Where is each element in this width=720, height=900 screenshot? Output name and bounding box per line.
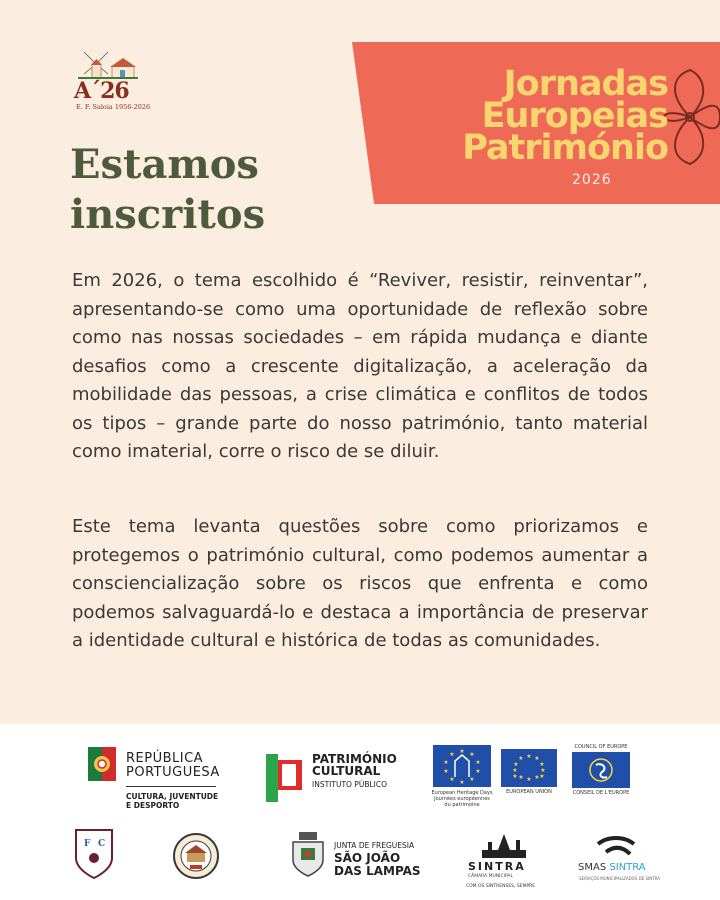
coe-ring-icon: [572, 752, 630, 788]
paragraph-2: Este tema levanta questões sobre como priorizamos e protegemos o património cultural, como podemos aumentar a consciencialização sobre os riscos que enfrenta e como podemos salvaguardá-lo e destaca a importância de preservar a identidade cultural e histórica de todas as comunidades.: [72, 516, 648, 651]
heading-line-1: Estamos: [70, 141, 259, 188]
republica-portuguesa-logo: [126, 752, 220, 780]
heritage-days-caption: [428, 790, 496, 808]
council-of-europe-flag: [572, 752, 630, 788]
ornament-icon: [660, 62, 720, 172]
sintra-palace-icon: [480, 828, 528, 860]
smas-sintra: SINTRA: [609, 862, 646, 873]
sintra-subtitle: CÂMARA MUNICIPAL: [468, 874, 513, 879]
svg-text:★: ★: [469, 776, 475, 783]
junta-line-2: DAS LAMPAS: [334, 864, 421, 878]
republica-ministry: [126, 792, 218, 810]
svg-text:★: ★: [513, 761, 519, 768]
svg-text:★: ★: [475, 768, 481, 775]
svg-text:★: ★: [449, 776, 455, 783]
association-seal-icon: [172, 832, 220, 880]
smas-subtitle: SERVIÇOS MUNICIPALIZADOS DE SINTRA: [579, 876, 661, 881]
patrimonio-cultural-logo: [312, 753, 397, 777]
coe-caption-top: COUNCIL OF EUROPE: [574, 744, 628, 750]
svg-text:F: F: [84, 839, 91, 849]
svg-text:C: C: [98, 839, 106, 849]
ministry-line-2: E DESPORTO: [126, 801, 180, 810]
svg-text:★: ★: [443, 768, 449, 775]
eu-stars-icon: [501, 749, 557, 787]
sintra-tagline: COM OS SINTRENSES, SEMPRE: [466, 884, 536, 889]
svg-text:★: ★: [475, 759, 481, 766]
banner-line-3: Património: [462, 128, 668, 168]
svg-text:★: ★: [539, 761, 545, 768]
svg-text:★: ★: [512, 773, 518, 780]
svg-text:★: ★: [469, 751, 475, 758]
svg-text:★: ★: [534, 755, 540, 762]
junta-name: [334, 852, 421, 878]
svg-text:★: ★: [512, 767, 518, 774]
svg-text:★: ★: [443, 759, 449, 766]
heritage-caption-3: du patrimoine: [444, 802, 480, 808]
sintra-logo-text: SINTRA: [468, 860, 526, 873]
svg-text:★: ★: [526, 776, 532, 783]
svg-text:★: ★: [459, 748, 465, 755]
eu-flag: [501, 749, 557, 787]
svg-text:★: ★: [526, 753, 532, 760]
heading-line-2: inscritos: [70, 191, 266, 238]
republica-line-2: PORTUGUESA: [126, 765, 220, 780]
banner-title: [438, 64, 668, 168]
svg-text:★: ★: [449, 751, 455, 758]
svg-text:★: ★: [518, 774, 524, 781]
smas-name: SMAS: [578, 862, 607, 873]
patrimonio-subtitle: INSTITUTO PÚBLICO: [312, 780, 388, 789]
smas-logo-text: [578, 862, 646, 873]
banner-line-1: Jornadas: [503, 64, 668, 104]
patrimonio-cultural-mark-icon: [266, 754, 302, 802]
page-heading: [70, 140, 330, 240]
eu-caption: EUROPEAN UNION: [506, 789, 552, 795]
patrimonio-line-2: CULTURAL: [312, 764, 381, 778]
european-heritage-days-flag: [433, 745, 491, 787]
heritage-star-ring-icon: [433, 745, 491, 787]
republica-portuguesa-emblem-icon: [88, 747, 120, 789]
logo-subtitle: E. F. Saloia 1956-2026: [76, 103, 151, 111]
svg-text:★: ★: [534, 774, 540, 781]
svg-text:★: ★: [540, 767, 546, 774]
junta-coat-of-arms-icon: [289, 832, 327, 878]
coe-caption-bottom: CONSEIL DE L'EUROPE: [572, 790, 630, 796]
republica-line-1: REPÚBLICA: [126, 751, 204, 766]
paragraph-1: Em 2026, o tema escolhido é “Reviver, resistir, reinventar”, apresentando-se como uma oportunidade de reflexão sobre como nas nossas sociedades – em rápida mudança e diante desafios como a crescente digitalização, a aceleração da mobilidade das pessoas, a crise climática e conflitos de todos os tipos – grande parte do nosso património, tanto material como imaterial, corre o risco de se diluir.: [72, 270, 648, 462]
heritage-caption-2: Journées européennes: [434, 796, 490, 802]
svg-text:★: ★: [518, 755, 524, 762]
smas-wave-icon: [596, 836, 636, 858]
heritage-caption-1: European Heritage Days: [431, 790, 493, 796]
divider: [126, 786, 216, 787]
svg-text:★: ★: [539, 773, 545, 780]
club-shield-icon: [72, 828, 116, 880]
banner-year: 2026: [572, 172, 612, 188]
banner-line-2: Europeias: [481, 96, 668, 136]
patrimonio-line-1: PATRIMÓNIO: [312, 752, 397, 766]
logo-title: A´26: [74, 78, 129, 104]
junta-line-1: SÃO JOÃO: [334, 851, 401, 865]
junta-label: JUNTA DE FREGUESIA: [334, 841, 415, 850]
svg-text:★: ★: [459, 779, 465, 786]
ministry-line-1: CULTURA, JUVENTUDE: [126, 792, 219, 801]
